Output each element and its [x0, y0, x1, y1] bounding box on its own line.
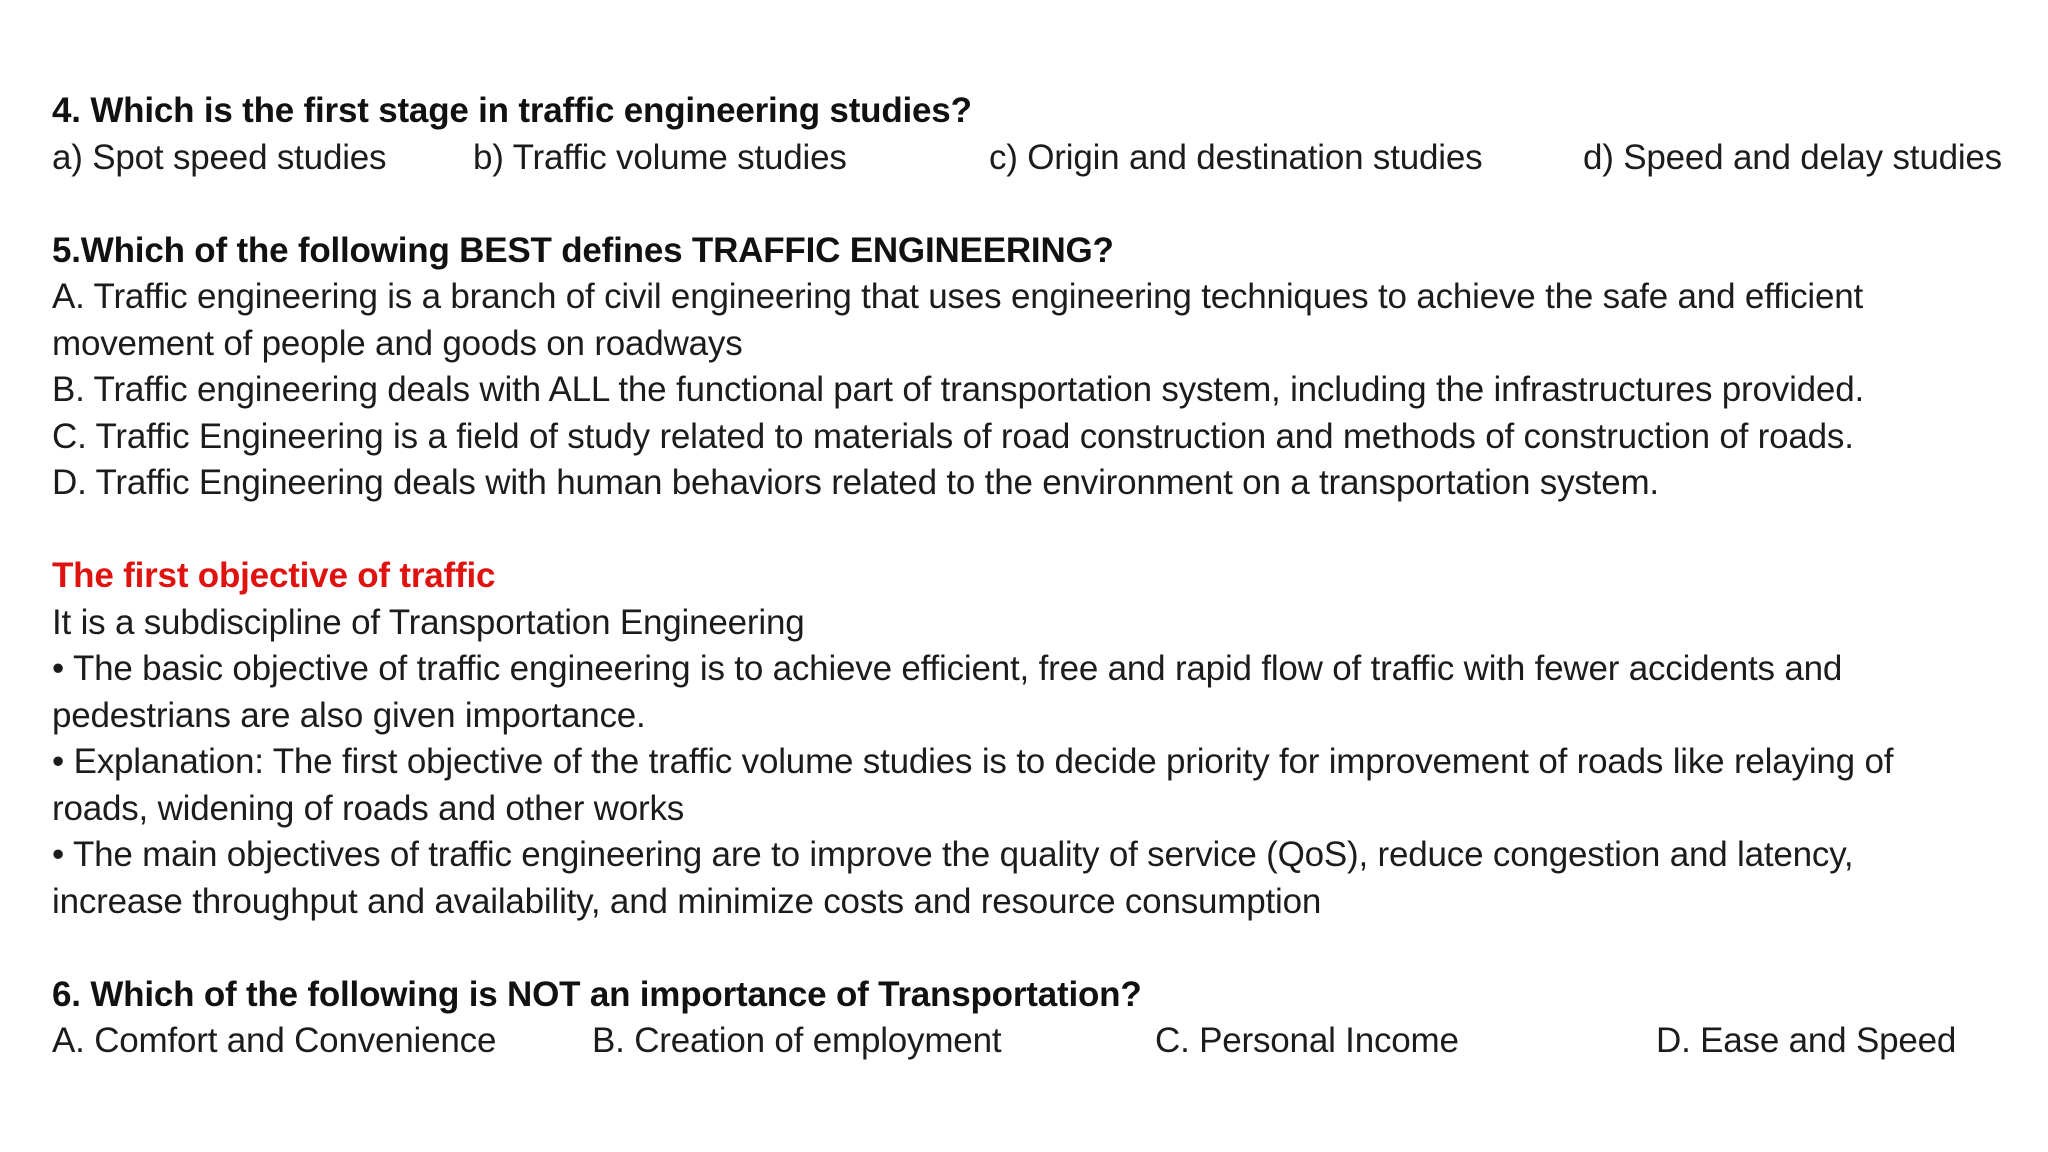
question-6-option-a: A. Comfort and Convenience	[52, 1021, 497, 1060]
question-5-title: 5.Which of the following BEST defines TRAFFIC ENGINEERING?	[52, 230, 1114, 270]
question-4-option-c: c) Origin and destination studies	[989, 137, 1483, 177]
question-5-option-a-line-1: A. Traffic engineering is a branch of civil engineering that uses engineering techniques to achieve the safe and efficient	[52, 277, 1864, 316]
question-5-option-d: D. Traffic Engineering deals with human behaviors related to the environment on a transportation system.	[52, 463, 1659, 502]
objective-line: roads, widening of roads and other works	[52, 788, 685, 828]
question-4-options	[52, 135, 2022, 182]
objective-heading: The first objective of traffic	[52, 556, 496, 595]
spacer	[52, 181, 2022, 228]
question-6-option-b: B. Creation of employment	[592, 1021, 1002, 1060]
objective-line: • The main objectives of traffic engineering are to improve the quality of service (QoS), reduce congestion and latency,	[52, 835, 1854, 874]
objective-line: • Explanation: The first objective of the traffic volume studies is to decide priority for improvement of roads like relaying of	[52, 742, 1894, 781]
objective-line: It is a subdiscipline of Transportation Engineering	[52, 602, 805, 642]
question-4-option-d: d) Speed and delay studies	[1583, 137, 2002, 177]
objective-line: pedestrians are also given importance.	[52, 695, 646, 735]
question-6-title: 6. Which of the following is NOT an importance of Transportation?	[52, 974, 1142, 1014]
question-6-options	[52, 1018, 2022, 1065]
spacer	[52, 925, 2022, 972]
question-4-title: 4. Which is the first stage in traffic engineering studies?	[52, 91, 972, 130]
objective-line: increase throughput and availability, and minimize costs and resource consumption	[52, 881, 1322, 921]
question-5-option-a-line-2: movement of people and goods on roadways	[52, 323, 743, 363]
question-4-option-b: b) Traffic volume studies	[473, 137, 847, 177]
question-6-option-c: C. Personal Income	[1155, 1021, 1459, 1060]
question-4-option-a: a) Spot speed studies	[52, 137, 387, 177]
objective-line: • The basic objective of traffic engineering is to achieve efficient, free and rapid flow of traffic with fewer accidents and	[52, 649, 1843, 688]
question-6-option-d: D. Ease and Speed	[1656, 1021, 1957, 1060]
question-5-option-b: B. Traffic engineering deals with ALL the functional part of transportation system, including the infrastructures provided.	[52, 370, 1864, 409]
question-5-option-c: C. Traffic Engineering is a field of study related to materials of road construction and methods of construction of roads.	[52, 416, 1854, 456]
spacer	[52, 507, 2022, 554]
slide-content	[52, 88, 2022, 1065]
